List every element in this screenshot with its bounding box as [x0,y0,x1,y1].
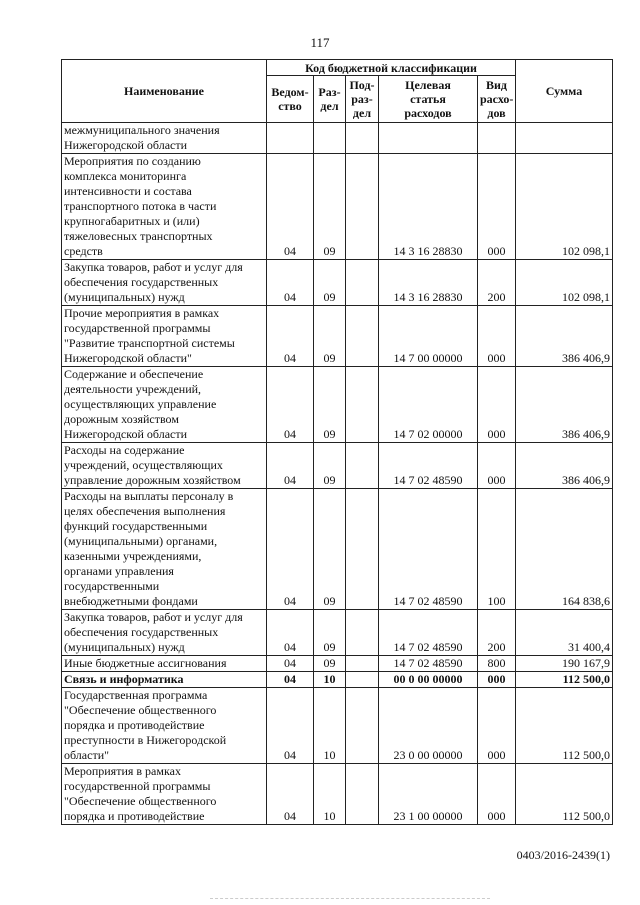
row-vid-rashodov: 100 [478,489,516,610]
row-razdel: 10 [314,672,346,688]
row-name: Мероприятия в рамках государственной программы "Обеспечение общественного порядка и противодействие [62,764,267,825]
row-celevaya-statya: 23 0 00 00000 [379,688,478,764]
row-name: Мероприятия по созданию комплекса мониторинга интенсивности и состава транспортного потока в части крупногабаритных и (или) тяжеловесных транспортных средств [62,154,267,260]
row-razdel: 09 [314,443,346,489]
row-summa: 386 406,9 [516,367,613,443]
row-podrazdel [346,764,379,825]
row-podrazdel [346,154,379,260]
row-name: Прочие мероприятия в рамках государственной программы "Развитие транспортной системы Нижегородской области" [62,306,267,367]
table-row [62,154,613,260]
table-row [62,672,613,688]
row-vedomstvo [267,123,314,154]
row-celevaya-statya: 14 7 02 00000 [379,367,478,443]
row-vid-rashodov: 000 [478,306,516,367]
header-vid: Вид расхо- дов [478,76,516,123]
header-kbk: Код бюджетной классификации [267,60,516,76]
header-name: Наименование [62,60,267,123]
row-summa [516,123,613,154]
row-vid-rashodov: 000 [478,688,516,764]
row-razdel: 10 [314,688,346,764]
row-vedomstvo: 04 [267,154,314,260]
row-name: Связь и информатика [62,672,267,688]
row-celevaya-statya: 14 3 16 28830 [379,260,478,306]
row-vid-rashodov: 000 [478,154,516,260]
budget-table [61,59,613,825]
row-podrazdel [346,260,379,306]
row-vedomstvo: 04 [267,489,314,610]
row-celevaya-statya: 14 7 02 48590 [379,656,478,672]
row-vid-rashodov: 000 [478,443,516,489]
row-razdel [314,123,346,154]
header-celevaya: Целевая статья расходов [379,76,478,123]
row-vedomstvo: 04 [267,688,314,764]
table-row [62,443,613,489]
row-vid-rashodov: 000 [478,672,516,688]
row-celevaya-statya: 14 7 02 48590 [379,610,478,656]
table-row [62,656,613,672]
row-vedomstvo: 04 [267,306,314,367]
row-vid-rashodov: 000 [478,367,516,443]
row-razdel: 09 [314,489,346,610]
table-row [62,764,613,825]
table-header [62,60,613,123]
row-name: межмуниципального значения Нижегородской области [62,123,267,154]
row-vedomstvo: 04 [267,672,314,688]
row-name: Закупка товаров, работ и услуг для обеспечения государственных (муниципальных) нужд [62,610,267,656]
row-razdel: 09 [314,610,346,656]
row-celevaya-statya: 00 0 00 00000 [379,672,478,688]
row-summa: 386 406,9 [516,306,613,367]
row-vedomstvo: 04 [267,443,314,489]
row-razdel: 10 [314,764,346,825]
table-row [62,367,613,443]
table-row [62,306,613,367]
header-summa: Сумма [516,60,613,123]
table-row [62,489,613,610]
row-summa: 31 400,4 [516,610,613,656]
table-row [62,610,613,656]
row-vedomstvo: 04 [267,656,314,672]
row-summa: 102 098,1 [516,260,613,306]
row-razdel: 09 [314,154,346,260]
row-summa: 164 838,6 [516,489,613,610]
row-vedomstvo: 04 [267,610,314,656]
row-podrazdel [346,306,379,367]
header-vedomstvo: Ведом- ство [267,76,314,123]
row-vid-rashodov: 200 [478,610,516,656]
row-podrazdel [346,489,379,610]
table-row [62,123,613,154]
table-row [62,260,613,306]
row-summa: 190 167,9 [516,656,613,672]
row-name: Иные бюджетные ассигнования [62,656,267,672]
table-row [62,688,613,764]
row-podrazdel [346,688,379,764]
header-podrazdel: Под- раз- дел [346,76,379,123]
row-vid-rashodov: 800 [478,656,516,672]
row-vedomstvo: 04 [267,260,314,306]
row-name: Государственная программа "Обеспечение общественного порядка и противодействие преступности в Нижегородской области" [62,688,267,764]
row-name: Расходы на содержание учреждений, осуществляющих управление дорожным хозяйством [62,443,267,489]
row-podrazdel [346,443,379,489]
row-podrazdel [346,656,379,672]
row-summa: 386 406,9 [516,443,613,489]
row-vid-rashodov: 000 [478,764,516,825]
header-razdel: Раз- дел [314,76,346,123]
row-vid-rashodov [478,123,516,154]
row-name: Содержание и обеспечение деятельности учреждений, осуществляющих управление дорожным хозяйством Нижегородской области [62,367,267,443]
row-name: Закупка товаров, работ и услуг для обеспечения государственных (муниципальных) нужд [62,260,267,306]
row-podrazdel [346,610,379,656]
row-celevaya-statya [379,123,478,154]
row-celevaya-statya: 14 7 02 48590 [379,489,478,610]
row-podrazdel [346,672,379,688]
row-podrazdel [346,123,379,154]
row-podrazdel [346,367,379,443]
row-summa: 112 500,0 [516,672,613,688]
row-vid-rashodov: 200 [478,260,516,306]
row-razdel: 09 [314,306,346,367]
row-vedomstvo: 04 [267,764,314,825]
row-vedomstvo: 04 [267,367,314,443]
row-razdel: 09 [314,656,346,672]
row-razdel: 09 [314,260,346,306]
row-summa: 112 500,0 [516,688,613,764]
scan-artifact-line [210,898,490,899]
row-razdel: 09 [314,367,346,443]
table-body [62,123,613,825]
row-name: Расходы на выплаты персоналу в целях обеспечения выполнения функций государственными (муниципальными) органами, казенными учреждениями, органами управления государственными внебюджетными фондами [62,489,267,610]
row-summa: 102 098,1 [516,154,613,260]
document-number: 0403/2016-2439(1) [516,848,610,862]
page-number: 117 [310,35,330,50]
row-celevaya-statya: 23 1 00 00000 [379,764,478,825]
row-celevaya-statya: 14 3 16 28830 [379,154,478,260]
row-celevaya-statya: 14 7 02 48590 [379,443,478,489]
row-summa: 112 500,0 [516,764,613,825]
row-celevaya-statya: 14 7 00 00000 [379,306,478,367]
